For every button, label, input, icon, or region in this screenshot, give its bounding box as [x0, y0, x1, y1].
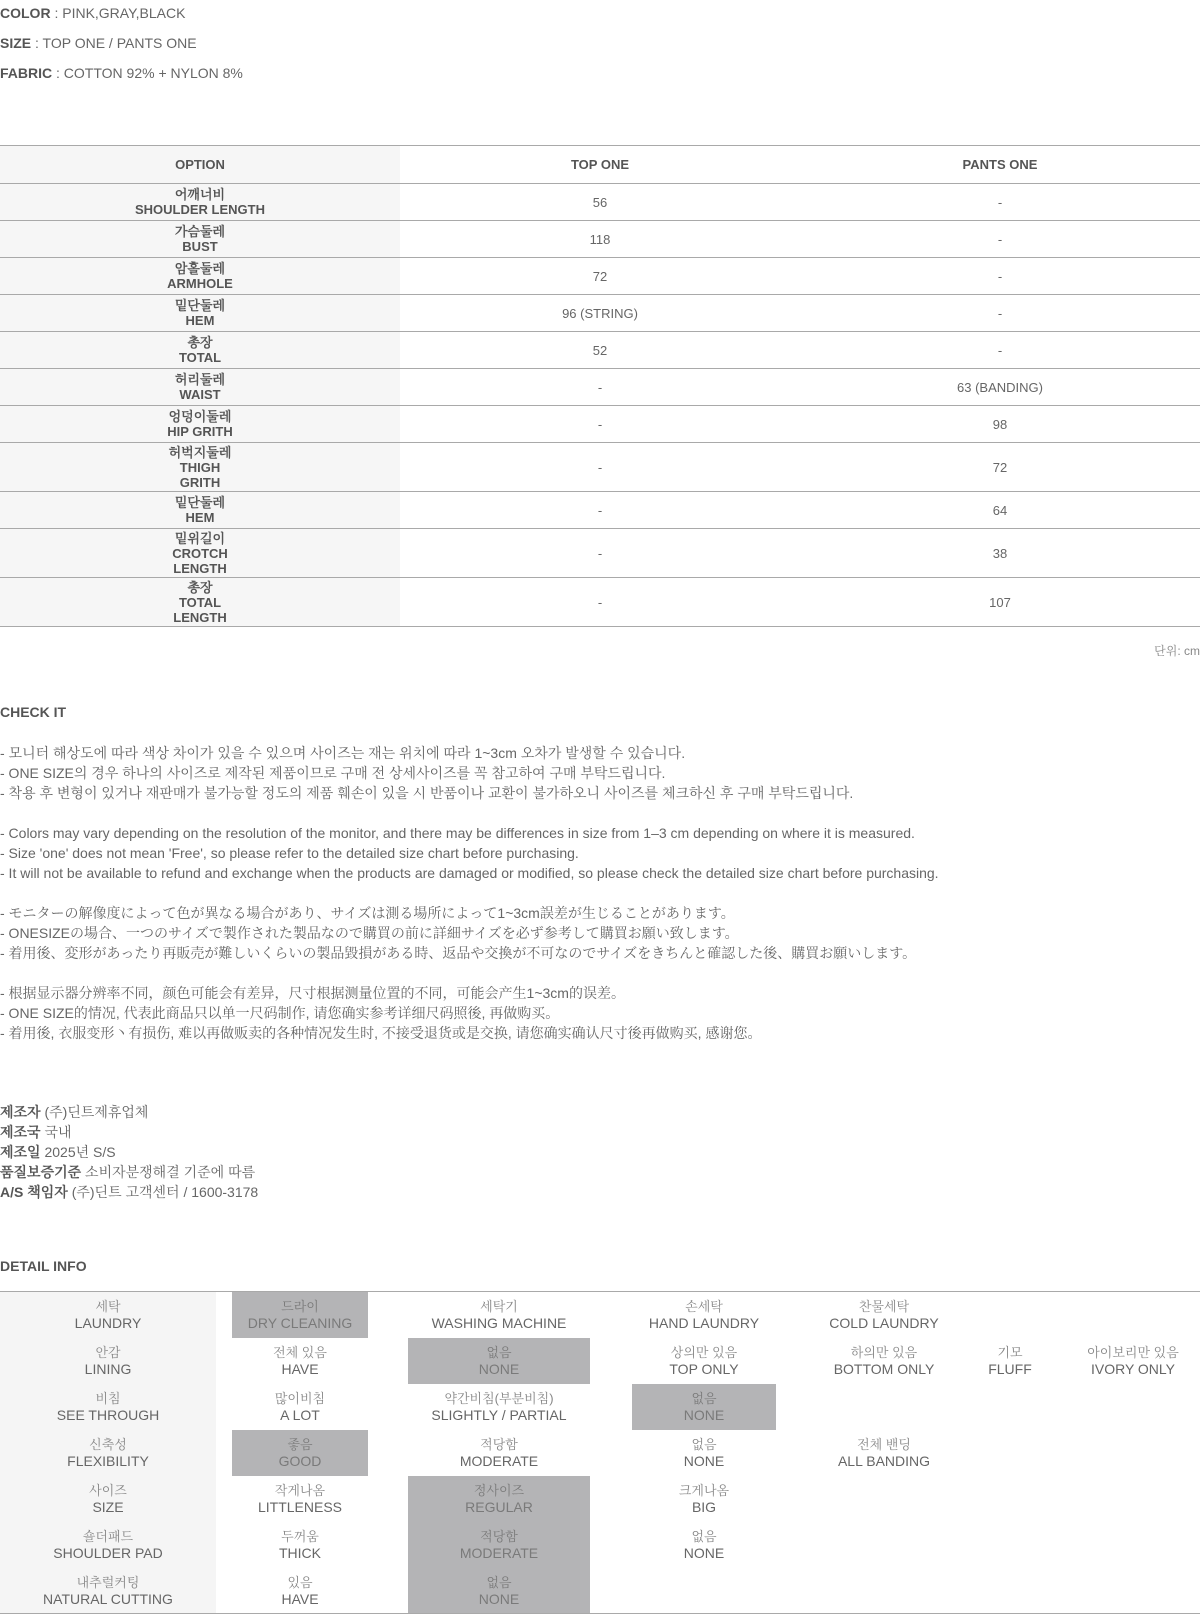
note-group	[0, 743, 1200, 803]
size-pants-value: -	[800, 295, 1200, 332]
detail-en-text: WASHING MACHINE	[431, 1315, 567, 1331]
detail-en-text: NONE	[683, 1453, 725, 1469]
size-row-label: 허벅지둘레 THIGH GRITH	[0, 443, 400, 492]
detail-en-text: FLEXIBILITY	[67, 1453, 149, 1469]
size-table-row	[0, 295, 1200, 332]
size-row-label: 밑위길이 CROTCH LENGTH	[0, 529, 400, 578]
detail-option	[632, 1476, 776, 1522]
detail-ko-text: 정사이즈	[473, 1483, 525, 1498]
detail-option	[812, 1430, 956, 1476]
detail-en-text: BIG	[691, 1499, 717, 1515]
detail-en-text: LINING	[84, 1361, 132, 1377]
detail-ko-text: 상의만 있음	[670, 1345, 738, 1360]
detail-option	[1066, 1338, 1200, 1384]
size-row-label: 밑단둘레 HEM	[0, 492, 400, 529]
maker-line	[0, 1122, 258, 1142]
size-pants-value: -	[800, 332, 1200, 369]
detail-en-text: DRY CLEANING	[247, 1315, 353, 1331]
detail-en-text: IVORY ONLY	[1090, 1361, 1176, 1377]
detail-row-label	[0, 1522, 216, 1568]
detail-ko-text: 찬물세탁	[858, 1299, 910, 1314]
detail-option-selected	[408, 1338, 590, 1384]
detail-ko-text: 많이비침	[274, 1391, 326, 1406]
detail-option	[632, 1430, 776, 1476]
size-top-value: -	[400, 529, 800, 578]
size-table-row	[0, 258, 1200, 295]
detail-ko-text: 있음	[287, 1575, 313, 1590]
maker-label: 제조자	[0, 1104, 41, 1120]
detail-option	[632, 1338, 776, 1384]
detail-ko-text: 전체 밴딩	[857, 1437, 911, 1452]
size-table-row	[0, 332, 1200, 369]
size-top-value: 72	[400, 258, 800, 295]
size-row-label: 암홀둘레 ARMHOLE	[0, 258, 400, 295]
size-row-label: 총장 TOTAL LENGTH	[0, 578, 400, 627]
note-line: - モニターの解像度によって色が異なる場合があり、サイズは測る場所によって1~3cm誤差が生じることがあります。	[0, 905, 735, 921]
detail-ko-text: 내추럴커팅	[76, 1575, 140, 1590]
detail-en-text: SLIGHTLY / PARTIAL	[431, 1407, 567, 1423]
detail-option	[408, 1384, 590, 1430]
size-table-header-top: TOP ONE	[400, 146, 800, 184]
detail-ko-text: 없음	[691, 1529, 717, 1544]
maker-value: (주)딘트 고객센터 / 1600-3178	[67, 1184, 259, 1200]
maker-line	[0, 1102, 258, 1122]
note-line: - ONE SIZE의 경우 하나의 사이즈로 제작된 제품이므로 구매 전 상세사이즈를 꼭 참고하여 구매 부탁드립니다.	[0, 765, 666, 781]
size-row-label: 어깨너비 SHOULDER LENGTH	[0, 184, 400, 221]
size-table-header-pants: PANTS ONE	[800, 146, 1200, 184]
detail-ko-text: 사이즈	[89, 1483, 127, 1498]
maker-value: 2025년 S/S	[40, 1144, 116, 1160]
size-row-label: 가슴둘레 BUST	[0, 221, 400, 258]
size-pants-value: -	[800, 221, 1200, 258]
detail-en-text: NONE	[683, 1545, 725, 1561]
note-line: - 착용 후 변형이 있거나 재판매가 불가능할 정도의 제품 훼손이 있을 시 반품이나 교환이 불가하오니 사이즈를 체크하신 후 구매 부탁드립니다.	[0, 785, 854, 801]
detail-ko-text: 없음	[486, 1575, 512, 1590]
detail-row-label	[0, 1568, 216, 1614]
size-table-row	[0, 578, 1200, 627]
maker-line	[0, 1142, 258, 1162]
size-pants-value: 72	[800, 443, 1200, 492]
maker-label: A/S 책임자	[0, 1184, 68, 1200]
detail-row-label	[0, 1338, 216, 1384]
size-table-row	[0, 369, 1200, 406]
detail-row-label	[0, 1384, 216, 1430]
detail-option-selected	[408, 1522, 590, 1568]
detail-en-text: BOTTOM ONLY	[833, 1361, 935, 1377]
detail-option	[812, 1338, 956, 1384]
detail-option	[408, 1292, 590, 1338]
detail-option	[408, 1430, 590, 1476]
detail-ko-text: 기모	[997, 1345, 1023, 1360]
detail-en-text: HAVE	[281, 1361, 319, 1377]
size-row-label: 엉덩이둘레 HIP GRITH	[0, 406, 400, 443]
size-pants-value: 64	[800, 492, 1200, 529]
spec-size	[0, 35, 197, 51]
size-pants-value: 107	[800, 578, 1200, 627]
detail-ko-text: 하의만 있음	[850, 1345, 918, 1360]
maker-value: (주)딘트제휴업체	[40, 1104, 149, 1120]
detail-option	[232, 1384, 368, 1430]
detail-option	[232, 1568, 368, 1614]
detail-option-selected	[408, 1476, 590, 1522]
maker-line	[0, 1182, 258, 1202]
detail-ko-text: 작게나옴	[274, 1483, 326, 1498]
detail-option-selected	[232, 1292, 368, 1338]
size-row-label: 허리둘레 WAIST	[0, 369, 400, 406]
spec-value: : COTTON 92% + NYLON 8%	[52, 65, 243, 81]
size-top-value: 52	[400, 332, 800, 369]
note-line: - ONE SIZE的情况, 代表此商品只以单一尺码制作, 请您确实参考详细尺码照後, 再做购买。	[0, 1005, 560, 1021]
check-it-notes	[0, 743, 1200, 1063]
size-table-row	[0, 184, 1200, 221]
size-table-header-option: OPTION	[0, 146, 400, 184]
size-top-value: -	[400, 406, 800, 443]
detail-option	[812, 1292, 956, 1338]
maker-value: 소비자분쟁해결 기준에 따름	[81, 1164, 256, 1180]
size-top-value: -	[400, 369, 800, 406]
detail-en-text: NONE	[683, 1407, 725, 1423]
note-line: - Size 'one' does not mean 'Free', so please refer to the detailed size chart before purchasing.	[0, 845, 579, 861]
detail-en-text: LITTLENESS	[257, 1499, 343, 1515]
detail-ko-text: 좋음	[287, 1437, 313, 1452]
note-line: - It will not be available to refund and exchange when the products are damaged or modified, so please check the detailed size chart before purchasing.	[0, 865, 939, 881]
size-pants-value: -	[800, 184, 1200, 221]
spec-fabric	[0, 65, 243, 81]
detail-option	[232, 1338, 368, 1384]
unit-note: 단위: cm	[1154, 644, 1200, 658]
size-pants-value: 63 (BANDING)	[800, 369, 1200, 406]
detail-ko-text: 아이보리만 있음	[1087, 1345, 1179, 1360]
detail-en-text: FLUFF	[988, 1361, 1032, 1377]
size-table-row	[0, 443, 1200, 492]
detail-en-text: A LOT	[280, 1407, 320, 1423]
size-top-value: -	[400, 492, 800, 529]
detail-en-text: MODERATE	[459, 1545, 539, 1561]
size-table	[0, 145, 1200, 627]
size-top-value: 96 (STRING)	[400, 295, 800, 332]
detail-ko-text: 없음	[691, 1391, 717, 1406]
detail-en-text: SHOULDER PAD	[53, 1545, 163, 1561]
detail-en-text: NONE	[478, 1361, 520, 1377]
detail-en-text: NONE	[478, 1591, 520, 1607]
size-table-row	[0, 529, 1200, 578]
detail-en-text: LAUNDRY	[74, 1315, 142, 1331]
note-line: - 着用後, 衣服变形丶有损伤, 难以再做贩卖的各种情况发生时, 不接受退货或是交换, 请您确实确认尺寸後再做购买, 感谢您。	[0, 1025, 762, 1041]
detail-ko-text: 신축성	[89, 1437, 127, 1452]
size-pants-value: -	[800, 258, 1200, 295]
detail-ko-text: 세탁기	[480, 1299, 518, 1314]
detail-en-text: SIZE	[92, 1499, 124, 1515]
detail-row-label	[0, 1476, 216, 1522]
detail-option	[232, 1476, 368, 1522]
size-top-value: 118	[400, 221, 800, 258]
detail-en-text: REGULAR	[465, 1499, 533, 1515]
size-row-label: 총장 TOTAL	[0, 332, 400, 369]
detail-option	[632, 1522, 776, 1568]
detail-ko-text: 약간비침(부분비침)	[444, 1391, 554, 1406]
detail-ko-text: 안감	[95, 1345, 121, 1360]
check-it-title: CHECK IT	[0, 704, 67, 720]
detail-ko-text: 크게나옴	[678, 1483, 730, 1498]
size-table-row	[0, 406, 1200, 443]
spec-label: COLOR	[0, 5, 51, 21]
detail-row-label	[0, 1430, 216, 1476]
size-top-value: -	[400, 443, 800, 492]
detail-ko-text: 드라이	[281, 1299, 319, 1314]
size-row-label: 밑단둘레 HEM	[0, 295, 400, 332]
detail-ko-text: 없음	[486, 1345, 512, 1360]
detail-en-text: MODERATE	[459, 1453, 539, 1469]
detail-ko-text: 없음	[691, 1437, 717, 1452]
note-line: - ONESIZEの場合、一つのサイズで製作された製品なので購買の前に詳細サイズを必ず参考して購買お願い致します。	[0, 925, 739, 941]
size-table-row	[0, 492, 1200, 529]
size-top-value: -	[400, 578, 800, 627]
detail-en-text: COLD LAUNDRY	[829, 1315, 939, 1331]
detail-ko-text: 적당함	[480, 1529, 518, 1544]
detail-option-selected	[232, 1430, 368, 1476]
note-group	[0, 983, 1200, 1043]
detail-info-title: DETAIL INFO	[0, 1258, 87, 1274]
maker-label: 품질보증기준	[0, 1164, 82, 1180]
detail-bottom-divider	[0, 1613, 1200, 1614]
detail-en-text: SEE THROUGH	[56, 1407, 160, 1423]
note-line: - 着用後、変形があったり再販売が難しいくらいの製品毀損がある時、返品や交換が不可なのでサイズをきちんと確認した後、購買お願いします。	[0, 945, 917, 961]
size-top-value: 56	[400, 184, 800, 221]
size-table-row	[0, 221, 1200, 258]
spec-value: : TOP ONE / PANTS ONE	[31, 35, 197, 51]
detail-en-text: ALL BANDING	[837, 1453, 931, 1469]
note-line: - 모니터 해상도에 따라 색상 차이가 있을 수 있으며 사이즈는 재는 위치에 따라 1~3cm 오차가 발생할 수 있습니다.	[0, 745, 686, 761]
note-line: - 根据显示器分辨率不同，颜色可能会有差异，尺寸根据测量位置的不同，可能会产生1~3cm的误差。	[0, 985, 625, 1001]
spec-label: FABRIC	[0, 65, 53, 81]
maker-line	[0, 1162, 258, 1182]
detail-option-selected	[632, 1384, 776, 1430]
detail-en-text: HAVE	[281, 1591, 319, 1607]
detail-option	[632, 1292, 776, 1338]
detail-en-text: NATURAL CUTTING	[43, 1591, 173, 1607]
detail-en-text: TOP ONLY	[669, 1361, 739, 1377]
maker-label: 제조국	[0, 1124, 41, 1140]
note-line: - Colors may vary depending on the resolution of the monitor, and there may be differences in size from 1–3 cm depending on where it is measured.	[0, 825, 915, 841]
detail-en-text: HAND LAUNDRY	[648, 1315, 760, 1331]
detail-ko-text: 두꺼움	[281, 1529, 319, 1544]
size-pants-value: 98	[800, 406, 1200, 443]
detail-ko-text: 비침	[95, 1391, 121, 1406]
detail-ko-text: 적당함	[480, 1437, 518, 1452]
spec-color	[0, 5, 185, 21]
maker-label: 제조일	[0, 1144, 41, 1160]
detail-ko-text: 전체 있음	[273, 1345, 327, 1360]
detail-en-text: THICK	[279, 1545, 321, 1561]
detail-row-label	[0, 1292, 216, 1338]
note-group	[0, 823, 1200, 883]
maker-info	[0, 1102, 258, 1202]
maker-value: 국내	[40, 1124, 72, 1140]
detail-ko-text: 손세탁	[685, 1299, 723, 1314]
detail-en-text: GOOD	[278, 1453, 322, 1469]
note-group	[0, 903, 1200, 963]
detail-option-selected	[408, 1568, 590, 1614]
detail-ko-text: 숄더패드	[82, 1529, 134, 1544]
size-pants-value: 38	[800, 529, 1200, 578]
spec-value: : PINK,GRAY,BLACK	[50, 5, 186, 21]
detail-option	[232, 1522, 368, 1568]
detail-ko-text: 세탁	[95, 1299, 121, 1314]
detail-option	[960, 1338, 1060, 1384]
spec-label: SIZE	[0, 35, 32, 51]
